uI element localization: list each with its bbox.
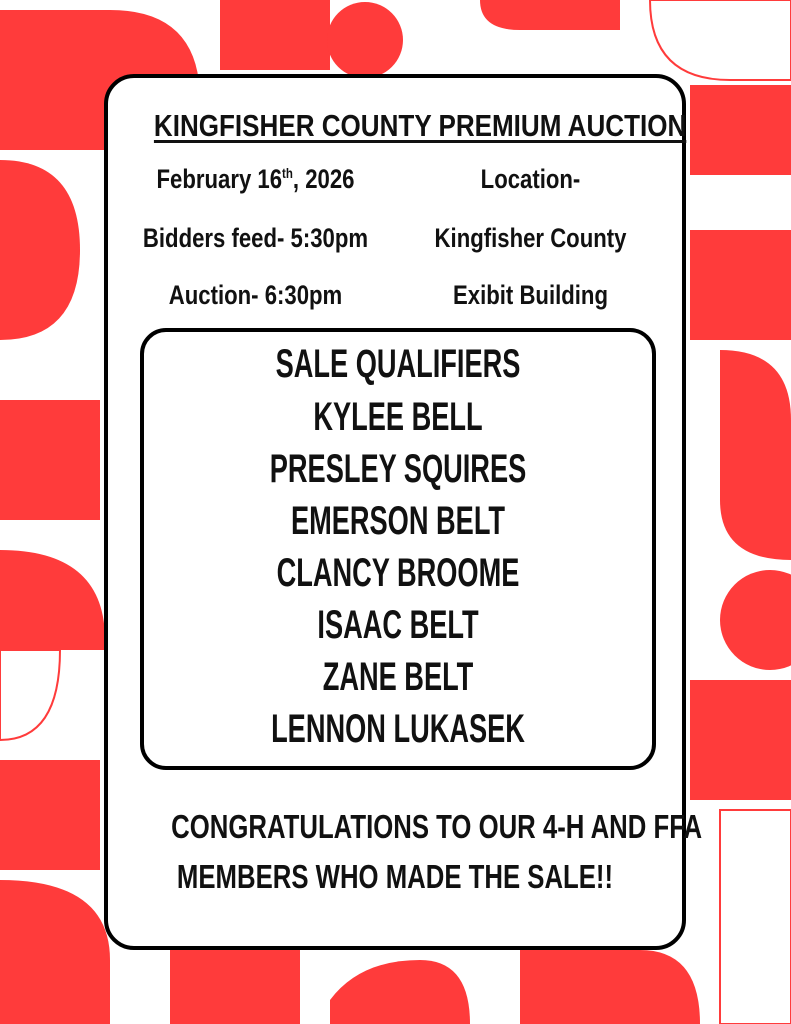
auction-time: Auction- 6:30pm [168, 280, 343, 310]
date-year: , 2026 [292, 164, 355, 194]
congrats-line-2: MEMBERS WHO MADE THE SALE!! [176, 858, 614, 895]
qualifier-name: CLANCY BROOME [276, 551, 520, 595]
event-date [143, 164, 369, 195]
qualifier-name: ISAAC BELT [317, 603, 479, 647]
qualifier-name: PRESLEY SQUIRES [269, 447, 527, 491]
page-title: KINGFISHER COUNTY PREMIUM AUCTION [153, 108, 687, 143]
date-suffix: th [282, 165, 293, 181]
location-label: Location- [480, 164, 581, 194]
location-line-1: Kingfisher County [434, 223, 627, 253]
qualifier-name: LENNON LUKASEK [271, 707, 525, 751]
date-text: February 16 [156, 164, 283, 194]
qualifiers-heading: SALE QUALIFIERS [275, 342, 521, 386]
qualifier-name: ZANE BELT [322, 655, 474, 699]
qualifiers-box [140, 328, 656, 770]
flyer-card [104, 74, 703, 950]
location-line-2: Exibit Building [453, 280, 608, 310]
qualifier-name: EMERSON BELT [290, 499, 506, 543]
qualifier-name: KYLEE BELL [313, 395, 483, 439]
congrats-line-1: CONGRATULATIONS TO OUR 4-H AND FFA [171, 808, 703, 845]
bidders-feed-time: Bidders feed- 5:30pm [142, 223, 369, 253]
